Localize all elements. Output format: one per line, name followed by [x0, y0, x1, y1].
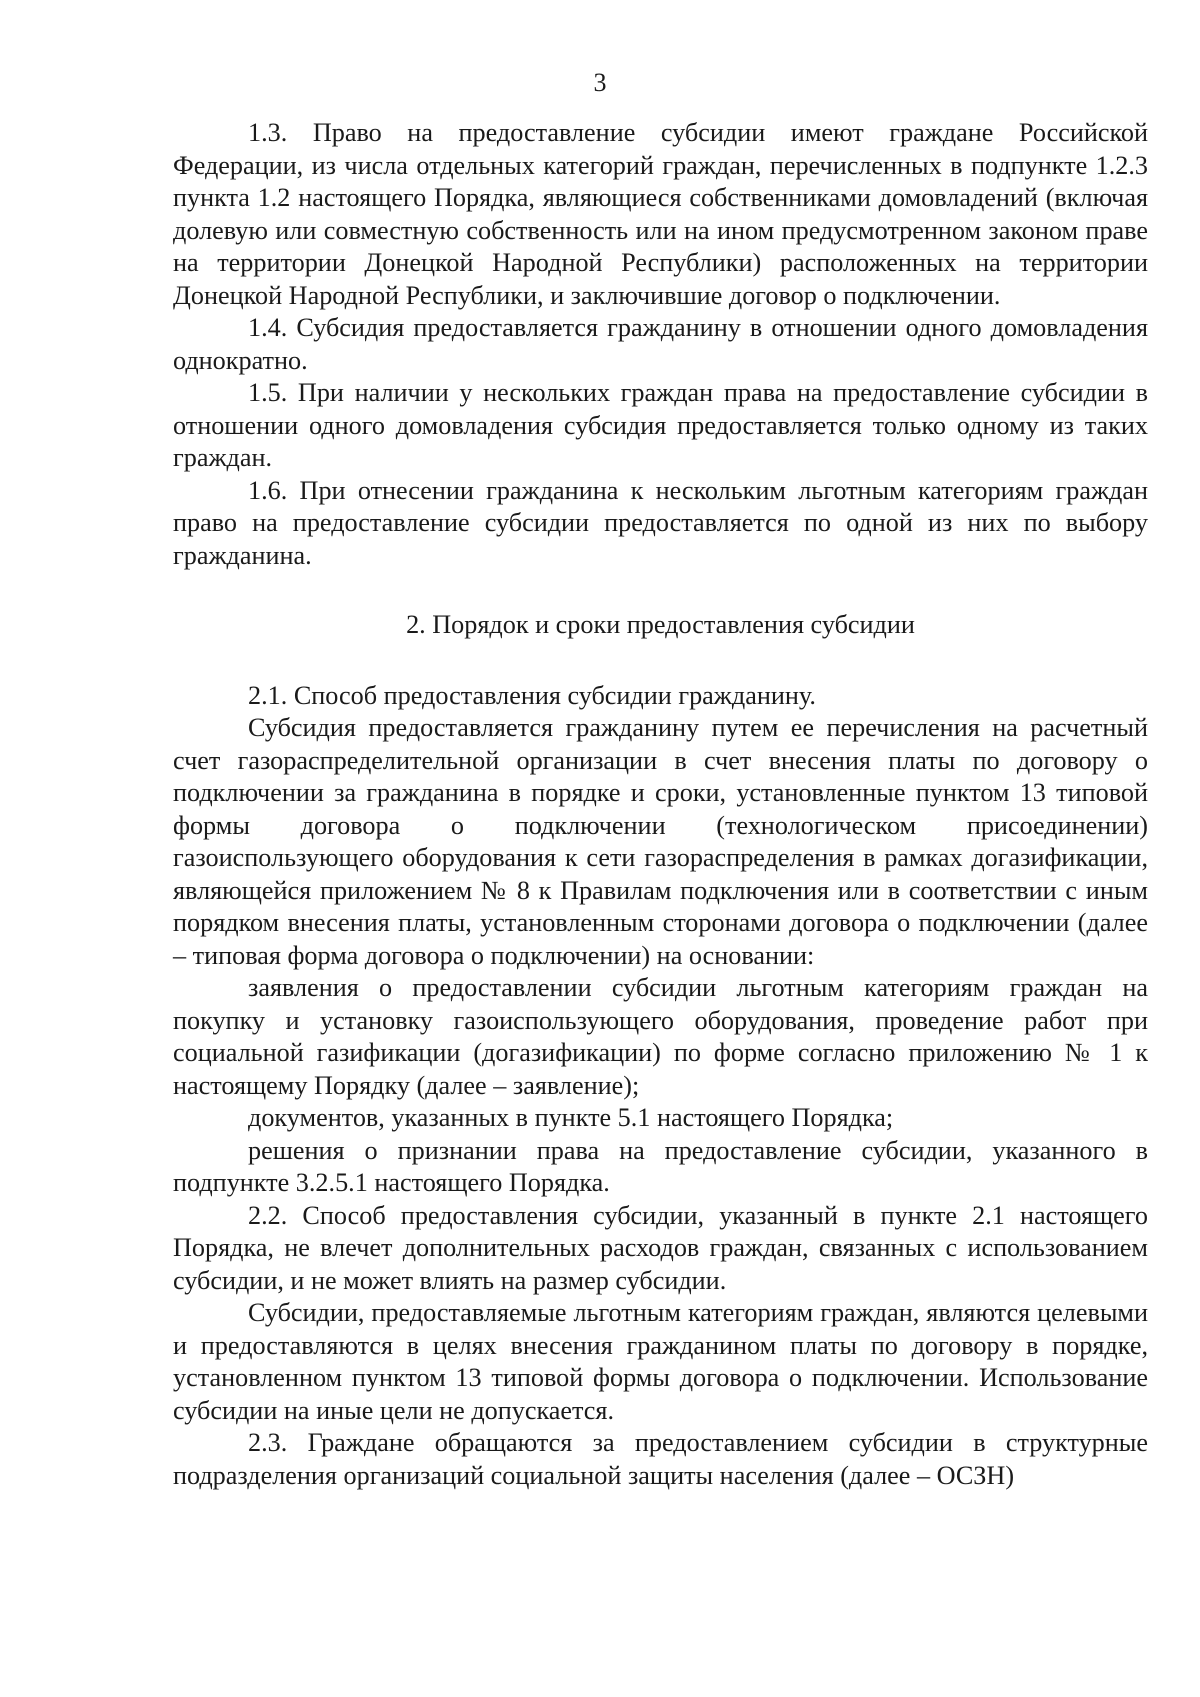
document-body	[173, 117, 1148, 1492]
paragraph-application: заявления о предоставлении субсидии льготным категориям граждан на покупку и установку газоиспользующего оборудования, проведение работ при социальной газификации (догазификации) по форме согласно приложению № 1 к настоящему Порядку (далее – заявление);	[173, 973, 1148, 1100]
paragraph-2-2: 2.2. Способ предоставления субсидии, указанный в пункте 2.1 настоящего Порядка, не влечет дополнительных расходов граждан, связанных с использованием субсидии, и не может влиять на размер субсидии.	[173, 1200, 1148, 1295]
paragraph-1-4: 1.4. Субсидия предоставляется гражданину в отношении одного домовладения однократно.	[173, 313, 1148, 375]
paragraph-subsidy-transfer: Субсидия предоставляется гражданину путем ее перечисления на расчетный счет газораспределительной организации в счет внесения платы по договору о подключении за гражданина в порядке и сроки, установленные пунктом 13 типовой формы договора о подключении (технологическом присоединении) газоиспользующего оборудования к сети газораспределения в рамках догазификации, являющейся приложением № 8 к Правилам подключения или в соответствии с иным порядком внесения платы, установленным сторонами договора о подключении (далее – типовая форма договора о подключении) на основании:	[173, 713, 1148, 970]
paragraph-decision: решения о признании права на предоставление субсидии, указанного в подпункте 3.2.5.1 настоящего Порядка.	[173, 1135, 1148, 1197]
paragraph-1-6: 1.6. При отнесении гражданина к нескольким льготным категориям граждан право на предоставление субсидии предоставляется по одной из них по выбору гражданина.	[173, 475, 1148, 570]
paragraph-documents: документов, указанных в пункте 5.1 настоящего Порядка;	[248, 1103, 894, 1132]
page-number: 3	[593, 68, 607, 97]
section-heading: 2. Порядок и сроки предоставления субсидии	[406, 610, 915, 639]
paragraph-1-3: 1.3. Право на предоставление субсидии имеют граждане Российской Федерации, из числа отдельных категорий граждан, перечисленных в подпункте 1.2.3 пункта 1.2 настоящего Порядка, являющиеся собственниками домовладений (включая долевую или совместную собственность или на ином предусмотренном законом праве на территории Донецкой Народной Республики) расположенных на территории Донецкой Народной Республики, и заключившие договор о подключении.	[173, 118, 1148, 310]
paragraph-2-1: 2.1. Способ предоставления субсидии гражданину.	[248, 680, 816, 710]
paragraph-1-5: 1.5. При наличии у нескольких граждан права на предоставление субсидии в отношении одного домовладения субсидия предоставляется только одному из таких граждан.	[173, 378, 1148, 472]
paragraph-2-3: 2.3. Граждане обращаются за предоставлением субсидии в структурные подразделения организаций социальной защиты населения (далее – ОСЗН)	[173, 1428, 1148, 1490]
paragraph-target-use: Субсидии, предоставляемые льготным категориям граждан, являются целевыми и предоставляются в целях внесения гражданином платы по договору в порядке, установленном пунктом 13 типовой формы договора о подключении. Использование субсидии на иные цели не допускается.	[173, 1298, 1148, 1425]
